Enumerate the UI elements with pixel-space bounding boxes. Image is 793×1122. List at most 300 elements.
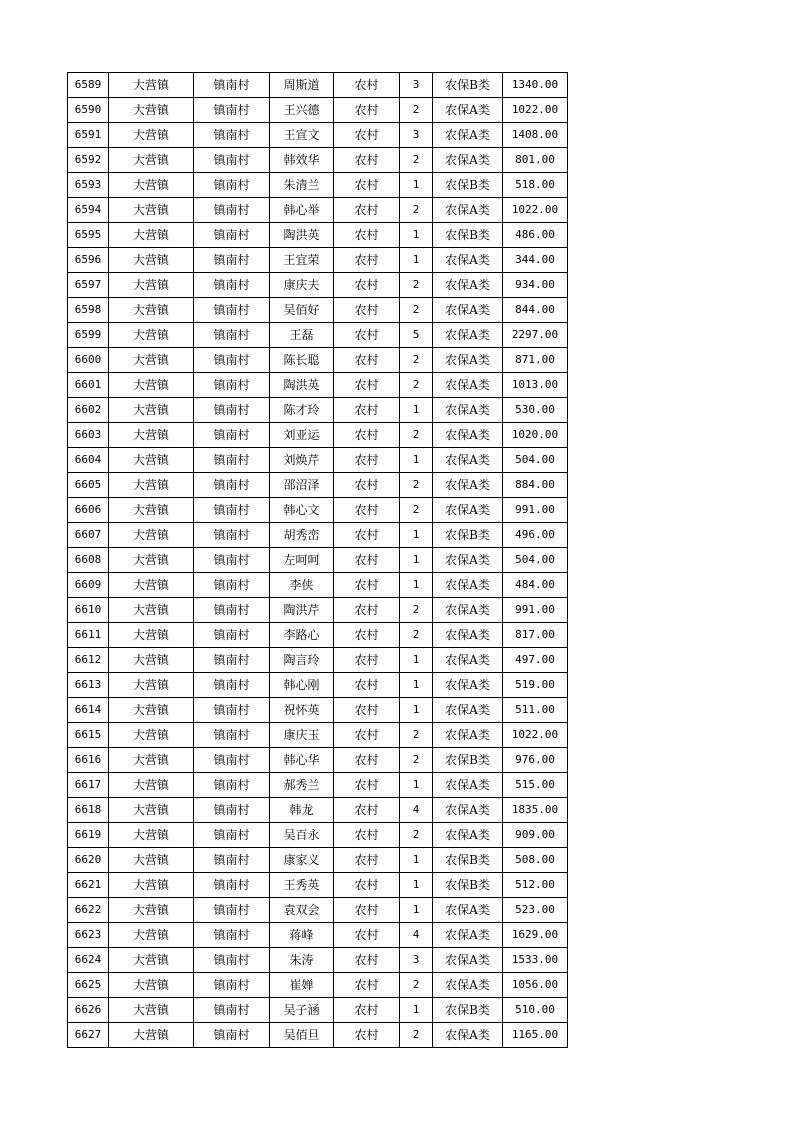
household-size-cell: 2	[400, 973, 433, 998]
town-cell: 大营镇	[109, 273, 194, 298]
name-cell: 王秀英	[270, 873, 334, 898]
category-cell: 农保B类	[433, 523, 503, 548]
row-number-cell: 6616	[68, 748, 109, 773]
row-number-cell: 6611	[68, 623, 109, 648]
village-cell: 镇南村	[194, 598, 270, 623]
table-row	[68, 173, 568, 198]
name-cell: 朱涛	[270, 948, 334, 973]
village-cell: 镇南村	[194, 198, 270, 223]
town-cell: 大营镇	[109, 148, 194, 173]
area-type-cell: 农村	[334, 723, 400, 748]
category-cell: 农保A类	[433, 298, 503, 323]
table-row	[68, 423, 568, 448]
amount-cell: 523.00	[503, 898, 568, 923]
name-cell: 左呵呵	[270, 548, 334, 573]
town-cell: 大营镇	[109, 598, 194, 623]
table-row	[68, 823, 568, 848]
name-cell: 周斯道	[270, 73, 334, 98]
row-number-cell: 6618	[68, 798, 109, 823]
area-type-cell: 农村	[334, 598, 400, 623]
row-number-cell: 6607	[68, 523, 109, 548]
category-cell: 农保A类	[433, 623, 503, 648]
household-size-cell: 1	[400, 248, 433, 273]
area-type-cell: 农村	[334, 398, 400, 423]
name-cell: 吴百永	[270, 823, 334, 848]
area-type-cell: 农村	[334, 748, 400, 773]
household-size-cell: 3	[400, 123, 433, 148]
town-cell: 大营镇	[109, 498, 194, 523]
town-cell: 大营镇	[109, 948, 194, 973]
amount-cell: 801.00	[503, 148, 568, 173]
table-row	[68, 723, 568, 748]
household-size-cell: 3	[400, 948, 433, 973]
table-row	[68, 773, 568, 798]
name-cell: 郝秀兰	[270, 773, 334, 798]
town-cell: 大营镇	[109, 473, 194, 498]
row-number-cell: 6592	[68, 148, 109, 173]
name-cell: 康庆玉	[270, 723, 334, 748]
town-cell: 大营镇	[109, 1023, 194, 1048]
name-cell: 邵沼泽	[270, 473, 334, 498]
household-size-cell: 4	[400, 923, 433, 948]
town-cell: 大营镇	[109, 398, 194, 423]
household-size-cell: 2	[400, 823, 433, 848]
row-number-cell: 6604	[68, 448, 109, 473]
household-size-cell: 5	[400, 323, 433, 348]
row-number-cell: 6610	[68, 598, 109, 623]
category-cell: 农保A类	[433, 323, 503, 348]
amount-cell: 511.00	[503, 698, 568, 723]
name-cell: 李路心	[270, 623, 334, 648]
table-row	[68, 698, 568, 723]
village-cell: 镇南村	[194, 723, 270, 748]
category-cell: 农保A类	[433, 423, 503, 448]
amount-cell: 512.00	[503, 873, 568, 898]
row-number-cell: 6599	[68, 323, 109, 348]
amount-cell: 504.00	[503, 548, 568, 573]
village-cell: 镇南村	[194, 498, 270, 523]
household-size-cell: 1	[400, 698, 433, 723]
area-type-cell: 农村	[334, 373, 400, 398]
amount-cell: 519.00	[503, 673, 568, 698]
amount-cell: 1020.00	[503, 423, 568, 448]
town-cell: 大营镇	[109, 973, 194, 998]
town-cell: 大营镇	[109, 423, 194, 448]
household-size-cell: 2	[400, 498, 433, 523]
row-number-cell: 6622	[68, 898, 109, 923]
table-row	[68, 148, 568, 173]
village-cell: 镇南村	[194, 273, 270, 298]
amount-cell: 909.00	[503, 823, 568, 848]
area-type-cell: 农村	[334, 473, 400, 498]
village-cell: 镇南村	[194, 248, 270, 273]
area-type-cell: 农村	[334, 248, 400, 273]
household-size-cell: 2	[400, 98, 433, 123]
area-type-cell: 农村	[334, 173, 400, 198]
category-cell: 农保A类	[433, 548, 503, 573]
area-type-cell: 农村	[334, 998, 400, 1023]
table-row	[68, 548, 568, 573]
amount-cell: 1408.00	[503, 123, 568, 148]
name-cell: 韩龙	[270, 798, 334, 823]
table-row	[68, 73, 568, 98]
area-type-cell: 农村	[334, 498, 400, 523]
name-cell: 陶洪英	[270, 373, 334, 398]
amount-cell: 508.00	[503, 848, 568, 873]
row-number-cell: 6591	[68, 123, 109, 148]
category-cell: 农保B类	[433, 998, 503, 1023]
row-number-cell: 6606	[68, 498, 109, 523]
town-cell: 大营镇	[109, 323, 194, 348]
category-cell: 农保A类	[433, 148, 503, 173]
table-row	[68, 648, 568, 673]
table-row	[68, 348, 568, 373]
category-cell: 农保B类	[433, 873, 503, 898]
category-cell: 农保A类	[433, 673, 503, 698]
village-cell: 镇南村	[194, 823, 270, 848]
amount-cell: 510.00	[503, 998, 568, 1023]
table-row	[68, 448, 568, 473]
amount-cell: 1022.00	[503, 98, 568, 123]
town-cell: 大营镇	[109, 348, 194, 373]
household-size-cell: 1	[400, 448, 433, 473]
village-cell: 镇南村	[194, 448, 270, 473]
category-cell: 农保A类	[433, 923, 503, 948]
household-size-cell: 1	[400, 848, 433, 873]
row-number-cell: 6593	[68, 173, 109, 198]
town-cell: 大营镇	[109, 173, 194, 198]
household-size-cell: 2	[400, 598, 433, 623]
town-cell: 大营镇	[109, 73, 194, 98]
row-number-cell: 6603	[68, 423, 109, 448]
amount-cell: 884.00	[503, 473, 568, 498]
category-cell: 农保A类	[433, 798, 503, 823]
row-number-cell: 6615	[68, 723, 109, 748]
village-cell: 镇南村	[194, 298, 270, 323]
name-cell: 陶言玲	[270, 648, 334, 673]
area-type-cell: 农村	[334, 873, 400, 898]
category-cell: 农保A类	[433, 573, 503, 598]
row-number-cell: 6612	[68, 648, 109, 673]
household-size-cell: 2	[400, 348, 433, 373]
name-cell: 吴子涵	[270, 998, 334, 1023]
area-type-cell: 农村	[334, 348, 400, 373]
name-cell: 陶洪英	[270, 223, 334, 248]
table-row	[68, 573, 568, 598]
name-cell: 陶洪芹	[270, 598, 334, 623]
village-cell: 镇南村	[194, 548, 270, 573]
amount-cell: 484.00	[503, 573, 568, 598]
row-number-cell: 6601	[68, 373, 109, 398]
village-cell: 镇南村	[194, 873, 270, 898]
row-number-cell: 6605	[68, 473, 109, 498]
amount-cell: 504.00	[503, 448, 568, 473]
household-size-cell: 2	[400, 423, 433, 448]
table-row	[68, 248, 568, 273]
amount-cell: 530.00	[503, 398, 568, 423]
table-row	[68, 398, 568, 423]
town-cell: 大营镇	[109, 223, 194, 248]
category-cell: 农保B类	[433, 223, 503, 248]
table-row	[68, 948, 568, 973]
row-number-cell: 6595	[68, 223, 109, 248]
category-cell: 农保A类	[433, 373, 503, 398]
row-number-cell: 6609	[68, 573, 109, 598]
village-cell: 镇南村	[194, 73, 270, 98]
table-row	[68, 848, 568, 873]
data-table	[67, 72, 568, 1048]
village-cell: 镇南村	[194, 748, 270, 773]
village-cell: 镇南村	[194, 698, 270, 723]
table-row	[68, 98, 568, 123]
table-row	[68, 498, 568, 523]
household-size-cell: 1	[400, 523, 433, 548]
area-type-cell: 农村	[334, 423, 400, 448]
table-row	[68, 473, 568, 498]
household-size-cell: 2	[400, 198, 433, 223]
town-cell: 大营镇	[109, 448, 194, 473]
name-cell: 韩心举	[270, 198, 334, 223]
amount-cell: 817.00	[503, 623, 568, 648]
area-type-cell: 农村	[334, 773, 400, 798]
amount-cell: 871.00	[503, 348, 568, 373]
name-cell: 祝怀英	[270, 698, 334, 723]
row-number-cell: 6621	[68, 873, 109, 898]
village-cell: 镇南村	[194, 973, 270, 998]
category-cell: 农保A类	[433, 198, 503, 223]
amount-cell: 1835.00	[503, 798, 568, 823]
amount-cell: 496.00	[503, 523, 568, 548]
amount-cell: 991.00	[503, 498, 568, 523]
table-row	[68, 623, 568, 648]
area-type-cell: 农村	[334, 573, 400, 598]
town-cell: 大营镇	[109, 773, 194, 798]
table-row	[68, 923, 568, 948]
category-cell: 农保A类	[433, 698, 503, 723]
household-size-cell: 2	[400, 373, 433, 398]
name-cell: 陈长聪	[270, 348, 334, 373]
table-body	[68, 73, 568, 1048]
area-type-cell: 农村	[334, 323, 400, 348]
amount-cell: 486.00	[503, 223, 568, 248]
amount-cell: 844.00	[503, 298, 568, 323]
name-cell: 袁双会	[270, 898, 334, 923]
area-type-cell: 农村	[334, 848, 400, 873]
table-row	[68, 298, 568, 323]
village-cell: 镇南村	[194, 648, 270, 673]
table-row	[68, 1023, 568, 1048]
village-cell: 镇南村	[194, 223, 270, 248]
town-cell: 大营镇	[109, 898, 194, 923]
village-cell: 镇南村	[194, 373, 270, 398]
amount-cell: 1022.00	[503, 198, 568, 223]
village-cell: 镇南村	[194, 323, 270, 348]
name-cell: 胡秀峦	[270, 523, 334, 548]
name-cell: 王宜荣	[270, 248, 334, 273]
town-cell: 大营镇	[109, 723, 194, 748]
town-cell: 大营镇	[109, 923, 194, 948]
amount-cell: 1629.00	[503, 923, 568, 948]
name-cell: 吴佰好	[270, 298, 334, 323]
town-cell: 大营镇	[109, 523, 194, 548]
row-number-cell: 6626	[68, 998, 109, 1023]
household-size-cell: 1	[400, 873, 433, 898]
village-cell: 镇南村	[194, 848, 270, 873]
village-cell: 镇南村	[194, 473, 270, 498]
amount-cell: 1013.00	[503, 373, 568, 398]
table-row	[68, 523, 568, 548]
town-cell: 大营镇	[109, 698, 194, 723]
category-cell: 农保A类	[433, 123, 503, 148]
name-cell: 李侠	[270, 573, 334, 598]
category-cell: 农保A类	[433, 1023, 503, 1048]
village-cell: 镇南村	[194, 923, 270, 948]
name-cell: 王兴德	[270, 98, 334, 123]
area-type-cell: 农村	[334, 73, 400, 98]
village-cell: 镇南村	[194, 898, 270, 923]
village-cell: 镇南村	[194, 773, 270, 798]
amount-cell: 518.00	[503, 173, 568, 198]
category-cell: 农保B类	[433, 848, 503, 873]
category-cell: 农保A类	[433, 498, 503, 523]
village-cell: 镇南村	[194, 173, 270, 198]
name-cell: 康庆夫	[270, 273, 334, 298]
name-cell: 王宣文	[270, 123, 334, 148]
table-row	[68, 798, 568, 823]
row-number-cell: 6620	[68, 848, 109, 873]
category-cell: 农保A类	[433, 773, 503, 798]
name-cell: 韩心华	[270, 748, 334, 773]
row-number-cell: 6623	[68, 923, 109, 948]
table-row	[68, 998, 568, 1023]
category-cell: 农保B类	[433, 748, 503, 773]
category-cell: 农保A类	[433, 273, 503, 298]
household-size-cell: 2	[400, 298, 433, 323]
town-cell: 大营镇	[109, 648, 194, 673]
category-cell: 农保B类	[433, 173, 503, 198]
area-type-cell: 农村	[334, 548, 400, 573]
area-type-cell: 农村	[334, 198, 400, 223]
area-type-cell: 农村	[334, 623, 400, 648]
category-cell: 农保A类	[433, 448, 503, 473]
household-size-cell: 2	[400, 748, 433, 773]
area-type-cell: 农村	[334, 798, 400, 823]
category-cell: 农保B类	[433, 73, 503, 98]
category-cell: 农保A类	[433, 648, 503, 673]
household-size-cell: 1	[400, 398, 433, 423]
village-cell: 镇南村	[194, 123, 270, 148]
village-cell: 镇南村	[194, 423, 270, 448]
category-cell: 农保A类	[433, 473, 503, 498]
row-number-cell: 6608	[68, 548, 109, 573]
row-number-cell: 6594	[68, 198, 109, 223]
household-size-cell: 1	[400, 998, 433, 1023]
table-row	[68, 323, 568, 348]
name-cell: 韩效华	[270, 148, 334, 173]
town-cell: 大营镇	[109, 998, 194, 1023]
area-type-cell: 农村	[334, 1023, 400, 1048]
village-cell: 镇南村	[194, 348, 270, 373]
town-cell: 大营镇	[109, 823, 194, 848]
household-size-cell: 1	[400, 223, 433, 248]
amount-cell: 1022.00	[503, 723, 568, 748]
table-row	[68, 273, 568, 298]
category-cell: 农保A类	[433, 598, 503, 623]
village-cell: 镇南村	[194, 798, 270, 823]
table-row	[68, 748, 568, 773]
row-number-cell: 6600	[68, 348, 109, 373]
row-number-cell: 6625	[68, 973, 109, 998]
household-size-cell: 2	[400, 273, 433, 298]
area-type-cell: 农村	[334, 898, 400, 923]
household-size-cell: 2	[400, 723, 433, 748]
area-type-cell: 农村	[334, 148, 400, 173]
area-type-cell: 农村	[334, 123, 400, 148]
town-cell: 大营镇	[109, 298, 194, 323]
row-number-cell: 6619	[68, 823, 109, 848]
area-type-cell: 农村	[334, 923, 400, 948]
town-cell: 大营镇	[109, 198, 194, 223]
household-size-cell: 1	[400, 773, 433, 798]
town-cell: 大营镇	[109, 573, 194, 598]
village-cell: 镇南村	[194, 948, 270, 973]
category-cell: 农保A类	[433, 248, 503, 273]
table-row	[68, 598, 568, 623]
category-cell: 农保A类	[433, 348, 503, 373]
household-size-cell: 2	[400, 148, 433, 173]
village-cell: 镇南村	[194, 573, 270, 598]
name-cell: 朱清兰	[270, 173, 334, 198]
area-type-cell: 农村	[334, 448, 400, 473]
town-cell: 大营镇	[109, 548, 194, 573]
household-size-cell: 1	[400, 548, 433, 573]
area-type-cell: 农村	[334, 698, 400, 723]
table-row	[68, 373, 568, 398]
area-type-cell: 农村	[334, 298, 400, 323]
name-cell: 吴佰旦	[270, 1023, 334, 1048]
area-type-cell: 农村	[334, 223, 400, 248]
row-number-cell: 6602	[68, 398, 109, 423]
household-size-cell: 1	[400, 673, 433, 698]
town-cell: 大营镇	[109, 623, 194, 648]
area-type-cell: 农村	[334, 973, 400, 998]
category-cell: 农保A类	[433, 973, 503, 998]
amount-cell: 934.00	[503, 273, 568, 298]
name-cell: 陈才玲	[270, 398, 334, 423]
town-cell: 大营镇	[109, 748, 194, 773]
area-type-cell: 农村	[334, 948, 400, 973]
village-cell: 镇南村	[194, 998, 270, 1023]
household-size-cell: 1	[400, 573, 433, 598]
table-row	[68, 673, 568, 698]
table-row	[68, 973, 568, 998]
name-cell: 刘亚运	[270, 423, 334, 448]
amount-cell: 1165.00	[503, 1023, 568, 1048]
area-type-cell: 农村	[334, 823, 400, 848]
town-cell: 大营镇	[109, 673, 194, 698]
area-type-cell: 农村	[334, 273, 400, 298]
town-cell: 大营镇	[109, 248, 194, 273]
village-cell: 镇南村	[194, 148, 270, 173]
row-number-cell: 6627	[68, 1023, 109, 1048]
name-cell: 崔婵	[270, 973, 334, 998]
row-number-cell: 6590	[68, 98, 109, 123]
amount-cell: 497.00	[503, 648, 568, 673]
name-cell: 康家义	[270, 848, 334, 873]
name-cell: 王磊	[270, 323, 334, 348]
area-type-cell: 农村	[334, 673, 400, 698]
table-row	[68, 223, 568, 248]
